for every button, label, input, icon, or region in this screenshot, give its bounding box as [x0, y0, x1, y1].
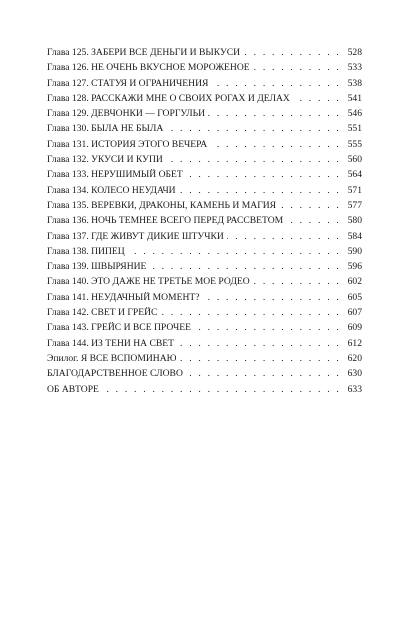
toc-entry-title: Глава 132. УКУСИ И КУПИ [47, 154, 163, 166]
toc-entry-about-author [47, 382, 362, 397]
toc-dot-leader [203, 290, 342, 305]
toc-entry [47, 290, 362, 305]
toc-dot-leader [166, 152, 341, 167]
toc-entry-title: Эпилог. Я ВСЕ ВСПОМИНАЮ [47, 352, 177, 364]
toc-dot-leader [253, 60, 341, 75]
toc-entry-title: БЛАГОДАРСТВЕННОЕ СЛОВО [47, 368, 183, 380]
toc-entry [47, 336, 362, 351]
toc-entry-page: 633 [347, 383, 362, 395]
toc-dot-leader [210, 137, 341, 152]
toc-entry-page: 560 [347, 154, 362, 166]
toc-entry-title: Глава 130. БЫЛА НЕ БЫЛА [47, 123, 164, 135]
toc-dot-leader [128, 244, 341, 259]
toc-entry-title: Глава 138. ПИПЕЦ [47, 245, 125, 257]
toc-entry-page: 564 [347, 169, 362, 181]
toc-dot-leader [293, 91, 341, 106]
toc-entry-page: 528 [347, 47, 362, 58]
toc-entry [47, 167, 362, 182]
toc-dot-leader [253, 274, 341, 289]
toc-entry-page: 584 [347, 230, 362, 242]
toc-entry-title: Глава 140. ЭТО ДАЖЕ НЕ ТРЕТЬЕ МОЕ РОДЕО [47, 276, 250, 288]
toc-entry [47, 45, 362, 60]
toc-entry-page: 602 [347, 276, 362, 288]
toc-entry [47, 91, 362, 106]
toc-dot-leader [194, 320, 341, 335]
toc-entry-title: Глава 143. ГРЕЙС И ВСЕ ПРОЧЕЕ [47, 322, 191, 334]
toc-entry [47, 244, 362, 259]
toc-entry-page: 620 [347, 352, 362, 364]
toc-entry-page: 609 [347, 322, 362, 334]
toc-entry-title: Глава 134. КОЛЕСО НЕУДАЧИ [47, 184, 176, 196]
toc-dot-leader [186, 366, 341, 381]
toc-entry [47, 106, 362, 121]
toc-entry [47, 121, 362, 136]
toc-dot-leader [208, 106, 341, 121]
toc-entry-epilogue [47, 351, 362, 366]
toc-entry-title: ОБ АВТОРЕ [47, 383, 99, 395]
toc-entry-page: 551 [347, 123, 362, 135]
toc-dot-leader [211, 76, 341, 91]
toc-dot-leader [186, 167, 341, 182]
toc-dot-leader [177, 336, 341, 351]
toc-entry [47, 213, 362, 228]
toc-entry-title: Глава 141. НЕУДАЧНЫЙ МОМЕНТ? [47, 291, 200, 303]
toc-entry [47, 320, 362, 335]
toc-entry-title: Глава 135. ВЕРЕВКИ, ДРАКОНЫ, КАМЕНЬ И МАГИЯ [47, 199, 277, 211]
toc-dot-leader [166, 121, 341, 136]
toc-dot-leader [180, 351, 341, 366]
toc-entry-title: Глава 131. ИСТОРИЯ ЭТОГО ВЕЧЕРА [47, 138, 208, 150]
toc-entry-title: Глава 137. ГДЕ ЖИВУТ ДИКИЕ ШТУЧКИ [47, 230, 224, 242]
toc-dot-leader [286, 213, 341, 228]
toc-entry [47, 198, 362, 213]
toc-entry-page: 571 [347, 184, 362, 196]
toc-dot-leader [227, 229, 341, 244]
table-of-contents [47, 45, 362, 397]
toc-entry-title: Глава 139. ШВЫРЯНИЕ [47, 261, 147, 273]
toc-entry [47, 183, 362, 198]
toc-entry-title: Глава 144. ИЗ ТЕНИ НА СВЕТ [47, 337, 174, 349]
toc-entry-page: 533 [347, 62, 362, 74]
toc-entry [47, 60, 362, 75]
toc-entry-page: 577 [347, 199, 362, 211]
toc-entry-title: Глава 128. РАССКАЖИ МНЕ О СВОИХ РОГАХ И ДЕЛАХ [47, 92, 290, 104]
toc-dot-leader [160, 305, 341, 320]
toc-dot-leader [179, 183, 341, 198]
toc-entry [47, 305, 362, 320]
toc-entry-title: Глава 125. ЗАБЕРИ ВСЕ ДЕНЬГИ И ВЫКУСИ [47, 47, 241, 58]
toc-entry [47, 137, 362, 152]
toc-entry [47, 259, 362, 274]
toc-entry-title: Глава 142. СВЕТ И ГРЕЙС [47, 307, 158, 319]
toc-dot-leader [102, 382, 341, 397]
toc-dot-leader [149, 259, 341, 274]
toc-entry [47, 152, 362, 167]
toc-entry-page: 612 [347, 337, 362, 349]
toc-entry-title: Глава 133. НЕРУШИМЫЙ ОБЕТ [47, 169, 183, 181]
toc-entry-title: Глава 126. НЕ ОЧЕНЬ ВКУСНОЕ МОРОЖЕНОЕ [47, 62, 250, 74]
toc-entry-page: 605 [347, 291, 362, 303]
toc-entry-title: Глава 127. СТАТУЯ И ОГРАНИЧЕНИЯ [47, 77, 209, 89]
toc-entry-acknowledgements [47, 366, 362, 381]
toc-entry [47, 229, 362, 244]
toc-entry-page: 546 [347, 108, 362, 120]
toc-entry-page: 607 [347, 307, 362, 319]
toc-entry-page: 590 [347, 245, 362, 257]
toc-entry-title: Глава 136. НОЧЬ ТЕМНЕЕ ВСЕГО ПЕРЕД РАССВЕТОМ [47, 215, 284, 227]
toc-dot-leader [279, 198, 341, 213]
toc-entry-page: 580 [347, 215, 362, 227]
toc-dot-leader [243, 45, 341, 60]
toc-entry-page: 555 [347, 138, 362, 150]
toc-entry-title: Глава 129. ДЕВЧОНКИ — ГОРГУЛЬИ [47, 108, 206, 120]
toc-entry [47, 274, 362, 289]
toc-entry-page: 538 [347, 77, 362, 89]
toc-entry-page: 541 [347, 92, 362, 104]
toc-entry-page: 596 [347, 261, 362, 273]
toc-entry [47, 76, 362, 91]
toc-entry-page: 630 [347, 368, 362, 380]
